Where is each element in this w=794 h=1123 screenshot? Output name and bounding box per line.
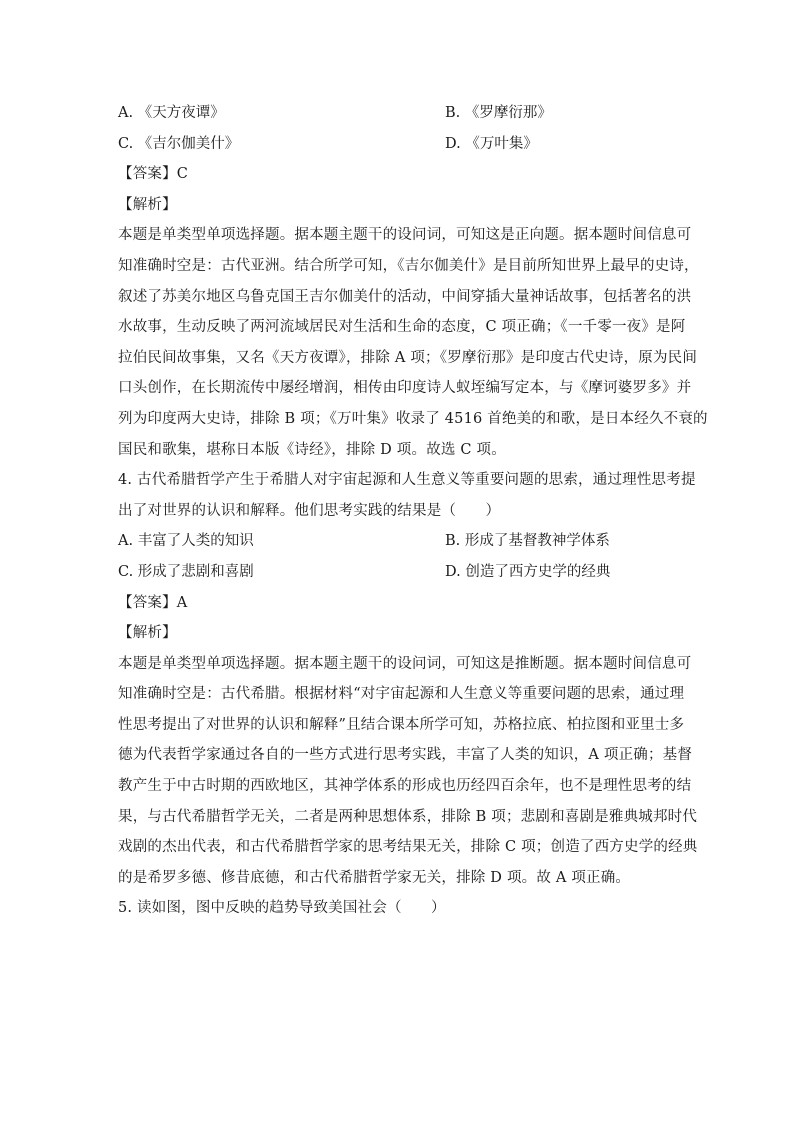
q3-analysis-line: 国民和歌集，堪称日本版《诗经》，排除 D 项。故选 C 项。 bbox=[118, 441, 506, 458]
q4-analysis-line: 教产生于中古时期的西欧地区，其神学体系的形成也历经四百余年，也不是理性思考的结 bbox=[118, 778, 692, 795]
q4-stem-line: 出了对世界的认识和解释。他们思考实践的结果是（ ） bbox=[118, 502, 501, 519]
q4-analysis-label: 【解析】 bbox=[118, 625, 177, 642]
q3-analysis-line: 叙述了苏美尔地区乌鲁克国王吉尔伽美什的活动，中间穿插大量神话故事，包括著名的洪 bbox=[118, 288, 692, 305]
q3-option-c: C. 《吉尔伽美什》 bbox=[118, 135, 240, 152]
q3-option-a: A. 《天方夜谭》 bbox=[118, 105, 225, 121]
q4-analysis-line: 戏剧的杰出代表，和古代希腊哲学家的思考结果无关，排除 C 项；创造了西方史学的经典 bbox=[118, 839, 698, 856]
q4-option-c: C. 形成了悲剧和喜剧 bbox=[118, 563, 254, 580]
q4-answer: 【答案】A bbox=[118, 594, 188, 611]
document-page bbox=[118, 98, 708, 924]
q4-stem-line: 4. 古代希腊哲学产生于希腊人对宇宙起源和人生意义等重要问题的思索，通过理性思考提 bbox=[118, 472, 696, 489]
q3-analysis-line: 拉伯民间故事集，又名《天方夜谭》，排除 A 项；《罗摩衍那》是印度古代史诗，原为民间 bbox=[118, 349, 698, 366]
q3-analysis-label: 【解析】 bbox=[118, 196, 177, 213]
q4-analysis-line: 的是希罗多德、修昔底德，和古代希腊哲学家无关，排除 D 项。故 A 项正确。 bbox=[118, 869, 631, 886]
q3-analysis-line: 本题是单类型单项选择题。据本题主题干的设问词，可知这是正向题。据本题时间信息可 bbox=[118, 227, 692, 244]
q4-analysis-line: 德为代表哲学家通过各自的一些方式进行思考实践，丰富了人类的知识，A 项正确；基督 bbox=[118, 747, 693, 764]
q4-options-row-1 bbox=[118, 526, 678, 557]
q3-option-b: B. 《罗摩衍那》 bbox=[445, 105, 552, 121]
q4-analysis bbox=[118, 649, 698, 894]
q3-answer: 【答案】C bbox=[118, 166, 189, 183]
q4-stem bbox=[118, 465, 696, 526]
q5-stem: 5. 读如图，图中反映的趋势导致美国社会（ ） bbox=[118, 900, 446, 917]
q4-analysis-line: 性思考提出了对世界的认识和解释”且结合课本所学可知，苏格拉底、柏拉图和亚里士多 bbox=[118, 716, 685, 733]
q3-analysis-line: 列为印度两大史诗，排除 B 项；《万叶集》收录了 4516 首绝美的和歌，是日本经久不衰的 bbox=[118, 410, 708, 427]
q3-analysis-line: 口头创作，在长期流传中屡经增润，相传由印度诗人蚁垤编写定本，与《摩诃婆罗多》并 bbox=[118, 380, 692, 397]
q4-option-d: D. 创造了西方史学的经典 bbox=[445, 563, 611, 580]
q4-analysis-line: 果，与古代希腊哲学无关，二者是两种思想体系，排除 B 项；悲剧和喜剧是雅典城邦时代 bbox=[118, 808, 698, 825]
q3-options-row-1 bbox=[118, 98, 678, 129]
q4-analysis-line: 知准确时空是：古代希腊。根据材料“对宇宙起源和人生意义等重要问题的思索，通过理 bbox=[118, 686, 685, 703]
q4-analysis-line: 本题是单类型单项选择题。据本题主题干的设问词，可知这是推断题。据本题时间信息可 bbox=[118, 655, 692, 672]
q4-option-b: B. 形成了基督教神学体系 bbox=[445, 533, 610, 550]
q3-analysis bbox=[118, 220, 708, 465]
q3-analysis-line: 水故事，生动反映了两河流域居民对生活和生命的态度，C 项正确；《一千零一夜》是阿 bbox=[118, 319, 686, 336]
q4-options-row-2 bbox=[118, 557, 678, 588]
q3-option-d: D. 《万叶集》 bbox=[445, 135, 538, 152]
q3-analysis-line: 知准确时空是：古代亚洲。结合所学可知，《吉尔伽美什》是目前所知世界上最早的史诗， bbox=[118, 257, 699, 274]
q4-option-a: A. 丰富了人类的知识 bbox=[118, 533, 254, 550]
q3-options-row-2 bbox=[118, 129, 678, 160]
